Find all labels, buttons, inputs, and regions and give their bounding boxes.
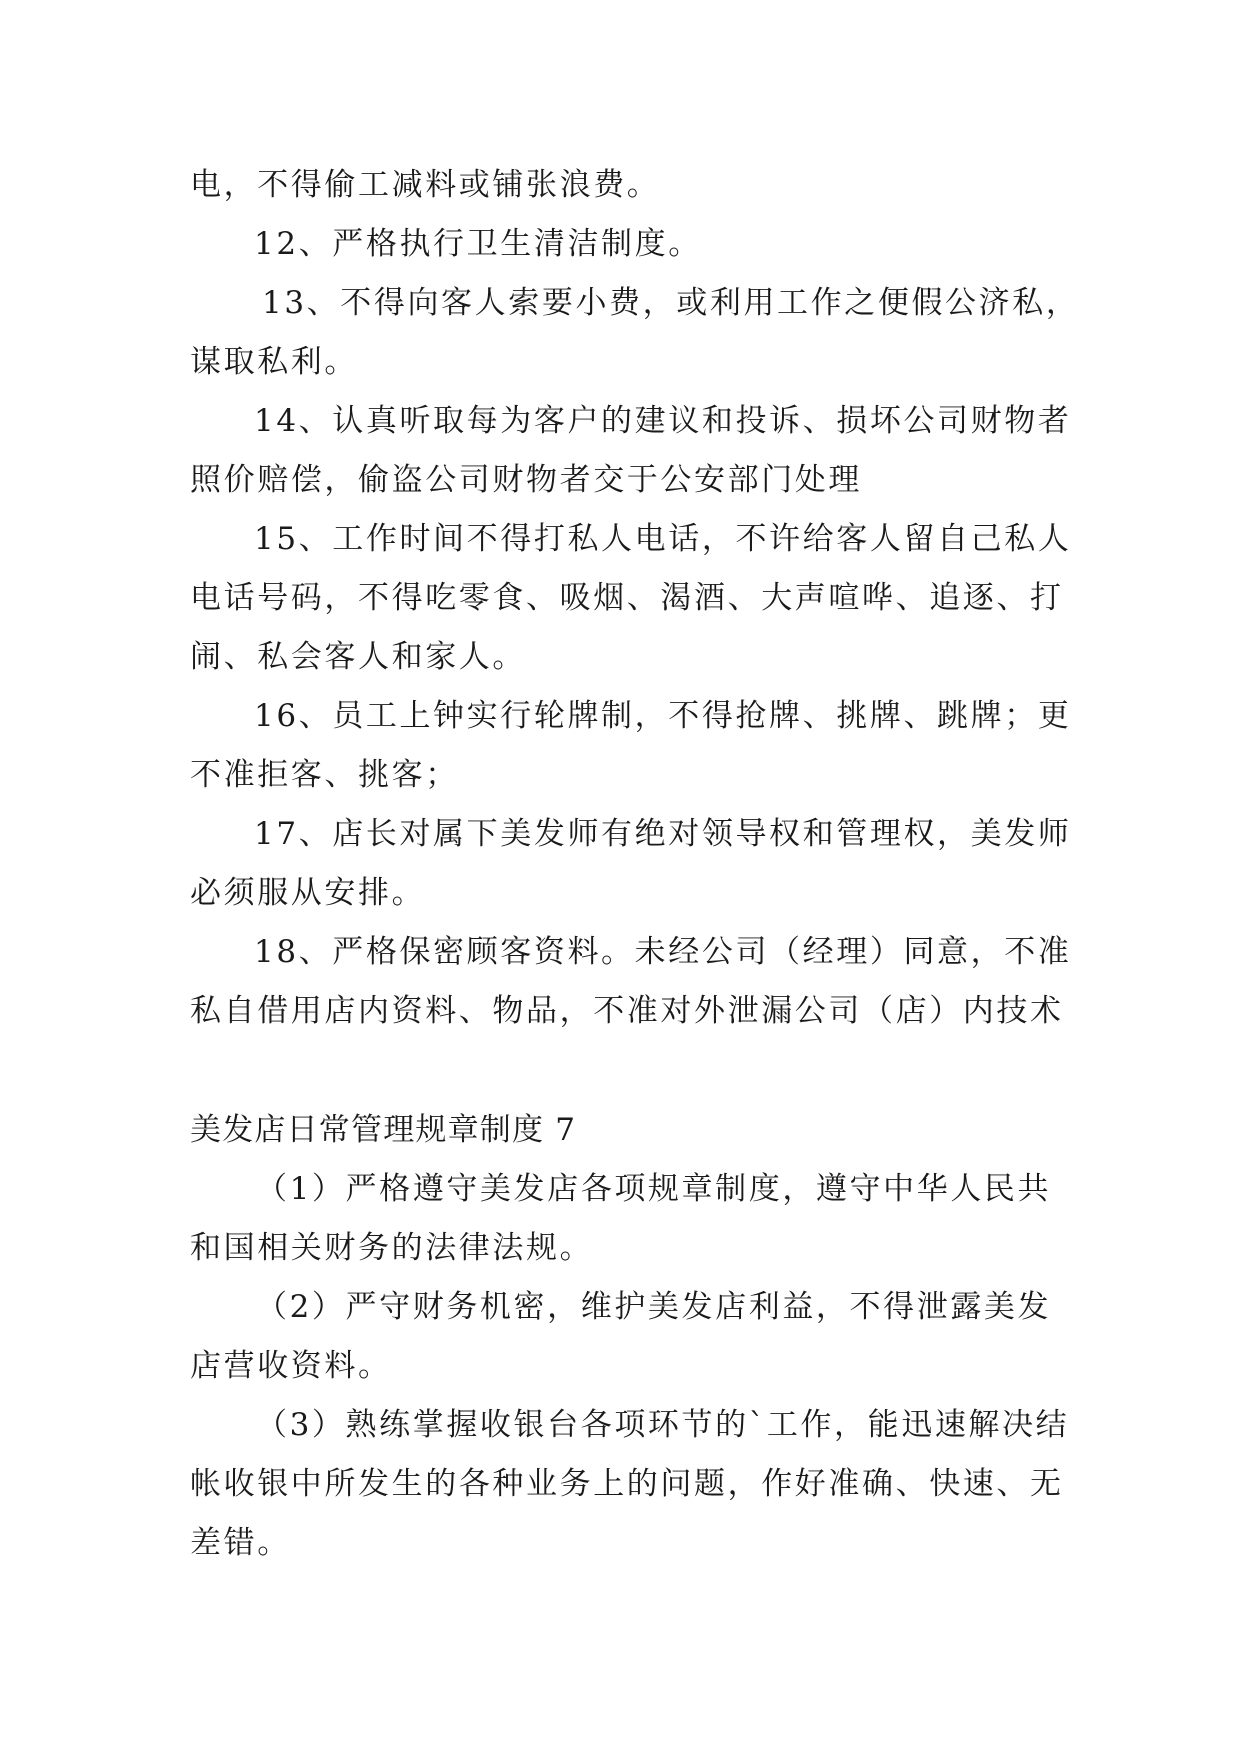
paragraph-line: 18、严格保密顾客资料。未经公司（经理）同意，不准 xyxy=(254,934,1072,970)
paragraph-line: 差错。 xyxy=(190,1525,291,1561)
paragraph-line: 闹、私会客人和家人。 xyxy=(190,639,526,675)
section-title: 美发店日常管理规章制度 7 xyxy=(190,1112,577,1148)
paragraph-line: 不准拒客、挑客； xyxy=(190,757,459,793)
paragraph-line: 14、认真听取每为客户的建议和投诉、损坏公司财物者 xyxy=(254,403,1072,439)
paragraph-line: 和国相关财务的法律法规。 xyxy=(190,1230,594,1266)
paragraph-line: （3）熟练掌握收银台各项环节的`工作，能迅速解决结 xyxy=(256,1407,1070,1443)
paragraph-line: 照价赔偿，偷盗公司财物者交于公安部门处理 xyxy=(190,462,862,498)
paragraph-line: 电话号码，不得吃零食、吸烟、渴酒、大声喧哗、追逐、打 xyxy=(190,580,1064,616)
paragraph-line: 谋取私利。 xyxy=(190,344,358,380)
paragraph-line: 17、店长对属下美发师有绝对领导权和管理权，美发师 xyxy=(254,816,1072,852)
paragraph-line: 13、不得向客人索要小费，或利用工作之便假公济私， xyxy=(262,285,1080,321)
paragraph-line: 15、工作时间不得打私人电话，不许给客人留自己私人 xyxy=(254,521,1072,557)
paragraph-line: 帐收银中所发生的各种业务上的问题，作好准确、快速、无 xyxy=(190,1466,1064,1502)
paragraph-line: （2）严守财务机密，维护美发店利益，不得泄露美发 xyxy=(256,1289,1052,1325)
paragraph-line: 店营收资料。 xyxy=(190,1348,392,1384)
paragraph-line: 12、严格执行卫生清洁制度。 xyxy=(254,226,702,262)
paragraph-line: 16、员工上钟实行轮牌制，不得抢牌、挑牌、跳牌；更 xyxy=(254,698,1072,734)
paragraph-line: 私自借用店内资料、物品，不准对外泄漏公司（店）内技术 xyxy=(190,993,1064,1029)
paragraph-line: 电，不得偷工减料或铺张浪费。 xyxy=(190,167,661,203)
paragraph-line: （1）严格遵守美发店各项规章制度，遵守中华人民共 xyxy=(256,1171,1052,1207)
paragraph-line: 必须服从安排。 xyxy=(190,875,426,911)
